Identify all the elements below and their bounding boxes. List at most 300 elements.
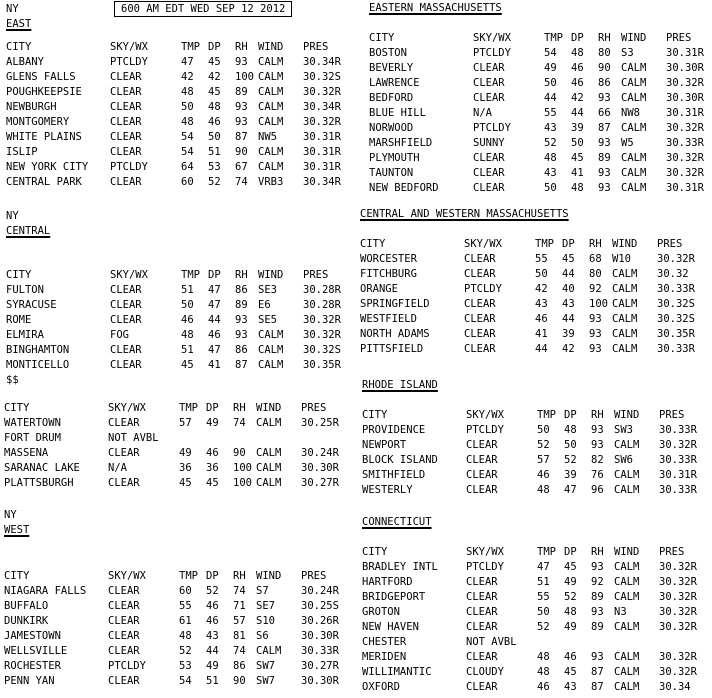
cell-sky-wx: CLEAR: [108, 630, 140, 642]
cell-dp: 49: [564, 621, 577, 633]
cell-dp: 50: [208, 131, 221, 143]
cell-tmp: 51: [537, 576, 550, 588]
cell-tmp: 48: [179, 630, 192, 642]
cell-tmp: 55: [537, 591, 550, 603]
header-sky-wx: SKY/WX: [466, 546, 504, 558]
cell-tmp: 48: [537, 651, 550, 663]
cell-tmp: 48: [544, 152, 557, 164]
cell-rh: 93: [598, 137, 611, 149]
cell-sky-wx: CLEAR: [108, 585, 140, 597]
cell-rh: 68: [589, 253, 602, 265]
cell-wind: CALM: [258, 71, 284, 83]
cell-wind: CALM: [258, 101, 284, 113]
header-pres: PRES: [303, 41, 329, 53]
cell-rh: 93: [598, 182, 611, 194]
header-dp: DP: [208, 41, 221, 53]
cell-city: ISLIP: [6, 146, 38, 158]
cell-wind: CALM: [612, 343, 638, 355]
section-title-eastern-mass: EASTERN MASSACHUSETTS: [369, 2, 502, 14]
cell-dp: 43: [564, 681, 577, 693]
cell-pres: 30.32R: [666, 122, 704, 134]
cell-sky-wx: CLEAR: [466, 651, 498, 663]
cell-city: SPRINGFIELD: [360, 298, 430, 310]
cell-sky-wx: CLEAR: [473, 92, 505, 104]
header-sky-wx: SKY/WX: [466, 409, 504, 421]
cell-tmp: 54: [544, 47, 557, 59]
cell-rh: 100: [233, 462, 252, 474]
header-wind: WIND: [256, 402, 282, 414]
cell-wind: SW7: [256, 660, 275, 672]
cell-pres: 30.25R: [301, 417, 339, 429]
cell-sky-wx: CLEAR: [466, 576, 498, 588]
cell-wind: CALM: [614, 576, 640, 588]
cell-sky-wx: CLEAR: [464, 268, 496, 280]
header-rh: RH: [233, 402, 246, 414]
cell-sky-wx: CLEAR: [110, 116, 142, 128]
cell-dp: 53: [208, 161, 221, 173]
cell-wind: SE7: [256, 600, 275, 612]
cell-city: SYRACUSE: [6, 299, 57, 311]
header-wind: WIND: [614, 546, 640, 558]
cell-tmp: 36: [179, 462, 192, 474]
cell-rh: 93: [235, 329, 248, 341]
cell-wind: CALM: [258, 86, 284, 98]
cell-rh: 96: [591, 484, 604, 496]
cell-wind: CALM: [621, 77, 647, 89]
cell-sky-wx: CLEAR: [110, 314, 142, 326]
cell-wind: W10: [612, 253, 631, 265]
cell-city: NEW BEDFORD: [369, 182, 439, 194]
cell-wind: CALM: [258, 329, 284, 341]
header-city: CITY: [6, 269, 32, 281]
cell-sky-wx: CLEAR: [473, 152, 505, 164]
cell-rh: 82: [591, 454, 604, 466]
cell-pres: 30.27R: [301, 660, 339, 672]
cell-rh: 93: [591, 651, 604, 663]
cell-pres: 30.33R: [659, 424, 697, 436]
cell-rh: 93: [591, 439, 604, 451]
header-dp: DP: [206, 570, 219, 582]
header-city: CITY: [4, 402, 30, 414]
cell-pres: 30.32R: [659, 606, 697, 618]
cell-wind: CALM: [621, 167, 647, 179]
header-wind: WIND: [258, 269, 284, 281]
cell-sky-wx: CLOUDY: [466, 666, 504, 678]
cell-rh: 86: [598, 77, 611, 89]
cell-rh: 90: [598, 62, 611, 74]
cell-tmp: 54: [179, 675, 192, 687]
cell-tmp: 46: [537, 681, 550, 693]
cell-rh: 92: [591, 576, 604, 588]
cell-sky-wx: CLEAR: [110, 131, 142, 143]
cell-tmp: 64: [181, 161, 194, 173]
cell-sky-wx: CLEAR: [110, 71, 142, 83]
cell-pres: 30.32R: [659, 666, 697, 678]
cell-sky-wx: NOT AVBL: [108, 432, 159, 444]
cell-dp: 48: [571, 47, 584, 59]
cell-city: GLENS FALLS: [6, 71, 76, 83]
cell-tmp: 50: [181, 299, 194, 311]
cell-dp: 44: [571, 107, 584, 119]
header-rh: RH: [598, 32, 611, 44]
cell-wind: SW7: [256, 675, 275, 687]
cell-wind: SW6: [614, 454, 633, 466]
cell-city: PLATTSBURGH: [4, 477, 74, 489]
cell-sky-wx: SUNNY: [473, 137, 505, 149]
cell-sky-wx: CLEAR: [473, 167, 505, 179]
cell-tmp: 47: [537, 561, 550, 573]
cell-wind: S3: [621, 47, 634, 59]
cell-rh: 93: [598, 167, 611, 179]
header-tmp: TMP: [537, 546, 556, 558]
cell-pres: 30.31R: [303, 146, 341, 158]
cell-city: FULTON: [6, 284, 44, 296]
header-sky-wx: SKY/WX: [108, 402, 146, 414]
cell-sky-wx: CLEAR: [466, 621, 498, 633]
cell-wind: CALM: [612, 268, 638, 280]
cell-pres: 30.32R: [303, 314, 341, 326]
cell-sky-wx: PTCLDY: [473, 122, 511, 134]
cell-pres: 30.32R: [659, 621, 697, 633]
cell-dp: 46: [571, 77, 584, 89]
cell-tmp: 53: [179, 660, 192, 672]
end-mark-text: $$: [6, 374, 19, 386]
cell-wind: CALM: [612, 283, 638, 295]
cell-tmp: 44: [544, 92, 557, 104]
cell-rh: 93: [235, 101, 248, 113]
cell-sky-wx: CLEAR: [108, 447, 140, 459]
cell-tmp: 46: [535, 313, 548, 325]
cell-dp: 47: [208, 344, 221, 356]
cell-dp: 49: [564, 576, 577, 588]
cell-pres: 30.33R: [657, 283, 695, 295]
cell-rh: 86: [233, 660, 246, 672]
cell-wind: CALM: [621, 182, 647, 194]
cell-rh: 89: [235, 86, 248, 98]
cell-dp: 45: [208, 56, 221, 68]
cell-rh: 74: [235, 176, 248, 188]
cell-tmp: 49: [544, 62, 557, 74]
cell-dp: 41: [571, 167, 584, 179]
cell-tmp: 45: [181, 359, 194, 371]
cell-dp: 43: [206, 630, 219, 642]
cell-pres: 30.34: [659, 681, 691, 693]
cell-city: BRIDGEPORT: [362, 591, 426, 603]
cell-city: ELMIRA: [6, 329, 44, 341]
cell-dp: 39: [562, 328, 575, 340]
state-label: NY: [4, 509, 17, 521]
cell-rh: 93: [591, 606, 604, 618]
cell-rh: 57: [233, 615, 246, 627]
cell-pres: 30.32R: [659, 561, 697, 573]
cell-rh: 89: [591, 621, 604, 633]
cell-city: ROME: [6, 314, 32, 326]
cell-pres: 30.32R: [659, 439, 697, 451]
cell-pres: 30.31R: [666, 182, 704, 194]
cell-city: OXFORD: [362, 681, 400, 693]
cell-rh: 86: [235, 344, 248, 356]
cell-rh: 92: [589, 283, 602, 295]
cell-sky-wx: PTCLDY: [466, 561, 504, 573]
cell-city: BRADLEY INTL: [362, 561, 438, 573]
cell-tmp: 52: [537, 439, 550, 451]
cell-tmp: 43: [544, 167, 557, 179]
section-title-connecticut: CONNECTICUT: [362, 516, 432, 528]
cell-pres: 30.33R: [666, 137, 704, 149]
cell-city: WESTERLY: [362, 484, 413, 496]
cell-pres: 30.24R: [301, 585, 339, 597]
cell-wind: CALM: [614, 681, 640, 693]
cell-rh: 100: [235, 71, 254, 83]
header-tmp: TMP: [181, 41, 200, 53]
cell-wind: CALM: [621, 62, 647, 74]
cell-tmp: 54: [181, 131, 194, 143]
cell-sky-wx: CLEAR: [108, 645, 140, 657]
cell-wind: NW8: [621, 107, 640, 119]
cell-city: NORWOOD: [369, 122, 414, 134]
cell-pres: 30.33R: [659, 454, 697, 466]
cell-rh: 81: [233, 630, 246, 642]
cell-pres: 30.30R: [301, 630, 339, 642]
cell-wind: CALM: [614, 666, 640, 678]
cell-wind: CALM: [614, 591, 640, 603]
cell-pres: 30.33R: [659, 484, 697, 496]
cell-city: BOSTON: [369, 47, 407, 59]
cell-tmp: 50: [544, 77, 557, 89]
cell-sky-wx: CLEAR: [464, 313, 496, 325]
cell-dp: 48: [564, 424, 577, 436]
cell-rh: 87: [591, 666, 604, 678]
header-rh: RH: [589, 238, 602, 250]
cell-wind: CALM: [614, 621, 640, 633]
cell-dp: 44: [562, 268, 575, 280]
header-sky-wx: SKY/WX: [464, 238, 502, 250]
cell-city: NEW YORK CITY: [6, 161, 89, 173]
cell-pres: 30.32R: [666, 152, 704, 164]
cell-tmp: 47: [181, 56, 194, 68]
state-label: NY: [6, 210, 19, 222]
cell-dp: 45: [564, 666, 577, 678]
cell-rh: 100: [589, 298, 608, 310]
cell-pres: 30.35R: [657, 328, 695, 340]
header-city: CITY: [362, 409, 388, 421]
cell-wind: CALM: [614, 469, 640, 481]
cell-rh: 87: [598, 122, 611, 134]
cell-city: MASSENA: [4, 447, 49, 459]
cell-sky-wx: N/A: [473, 107, 492, 119]
header-wind: WIND: [612, 238, 638, 250]
cell-tmp: 43: [535, 298, 548, 310]
cell-pres: 30.32R: [659, 651, 697, 663]
cell-dp: 52: [206, 585, 219, 597]
cell-sky-wx: CLEAR: [466, 454, 498, 466]
cell-pres: 30.28R: [303, 299, 341, 311]
cell-dp: 46: [564, 651, 577, 663]
cell-dp: 43: [562, 298, 575, 310]
cell-dp: 52: [564, 454, 577, 466]
header-rh: RH: [235, 41, 248, 53]
cell-wind: CALM: [614, 651, 640, 663]
section-title-central: CENTRAL: [6, 225, 51, 237]
cell-wind: CALM: [256, 645, 282, 657]
cell-city: FORT DRUM: [4, 432, 61, 444]
cell-dp: 48: [564, 606, 577, 618]
header-rh: RH: [235, 269, 248, 281]
cell-sky-wx: CLEAR: [108, 615, 140, 627]
cell-tmp: 50: [537, 606, 550, 618]
cell-city: PITTSFIELD: [360, 343, 424, 355]
cell-wind: CALM: [614, 439, 640, 451]
cell-pres: 30.30R: [301, 462, 339, 474]
report-timestamp: 600 AM EDT WED SEP 12 2012: [114, 1, 292, 17]
cell-dp: 39: [564, 469, 577, 481]
cell-tmp: 49: [179, 447, 192, 459]
cell-pres: 30.34R: [303, 56, 341, 68]
header-pres: PRES: [659, 409, 685, 421]
cell-dp: 52: [564, 591, 577, 603]
cell-wind: CALM: [258, 359, 284, 371]
cell-rh: 86: [235, 284, 248, 296]
cell-tmp: 57: [537, 454, 550, 466]
header-dp: DP: [564, 409, 577, 421]
cell-city: LAWRENCE: [369, 77, 420, 89]
cell-city: SMITHFIELD: [362, 469, 426, 481]
cell-city: NIAGARA FALLS: [4, 585, 87, 597]
cell-rh: 89: [598, 152, 611, 164]
cell-pres: 30.32S: [657, 298, 695, 310]
cell-sky-wx: N/A: [108, 462, 127, 474]
header-city: CITY: [4, 570, 30, 582]
header-wind: WIND: [258, 41, 284, 53]
cell-city: SARANAC LAKE: [4, 462, 80, 474]
cell-sky-wx: CLEAR: [464, 343, 496, 355]
cell-rh: 87: [591, 681, 604, 693]
cell-city: PENN YAN: [4, 675, 55, 687]
cell-tmp: 61: [179, 615, 192, 627]
cell-sky-wx: CLEAR: [110, 86, 142, 98]
cell-pres: 30.32S: [303, 344, 341, 356]
cell-rh: 80: [598, 47, 611, 59]
cell-dp: 46: [208, 329, 221, 341]
cell-city: WESTFIELD: [360, 313, 417, 325]
cell-city: ORANGE: [360, 283, 398, 295]
cell-tmp: 51: [181, 344, 194, 356]
cell-pres: 30.32: [657, 268, 689, 280]
cell-rh: 66: [598, 107, 611, 119]
cell-dp: 42: [208, 71, 221, 83]
cell-city: NEWBURGH: [6, 101, 57, 113]
cell-dp: 49: [206, 417, 219, 429]
cell-city: BLUE HILL: [369, 107, 426, 119]
cell-sky-wx: CLEAR: [110, 146, 142, 158]
cell-tmp: 57: [179, 417, 192, 429]
cell-wind: CALM: [612, 298, 638, 310]
cell-pres: 30.32R: [666, 77, 704, 89]
cell-tmp: 45: [179, 477, 192, 489]
cell-dp: 36: [206, 462, 219, 474]
header-dp: DP: [562, 238, 575, 250]
header-sky-wx: SKY/WX: [473, 32, 511, 44]
cell-sky-wx: CLEAR: [464, 298, 496, 310]
cell-rh: 100: [233, 477, 252, 489]
cell-rh: 67: [235, 161, 248, 173]
cell-city: FITCHBURG: [360, 268, 417, 280]
cell-city: HARTFORD: [362, 576, 413, 588]
cell-city: PROVIDENCE: [362, 424, 426, 436]
cell-pres: 30.31R: [659, 469, 697, 481]
cell-wind: CALM: [258, 344, 284, 356]
cell-tmp: 46: [537, 469, 550, 481]
cell-city: DUNKIRK: [4, 615, 49, 627]
cell-rh: 93: [589, 328, 602, 340]
cell-wind: CALM: [258, 146, 284, 158]
cell-dp: 45: [208, 86, 221, 98]
cell-dp: 48: [208, 101, 221, 113]
cell-tmp: 50: [181, 101, 194, 113]
header-wind: WIND: [614, 409, 640, 421]
cell-city: MONTICELLO: [6, 359, 70, 371]
cell-wind: CALM: [258, 56, 284, 68]
cell-rh: 89: [235, 299, 248, 311]
cell-rh: 93: [591, 561, 604, 573]
cell-pres: 30.30R: [666, 92, 704, 104]
header-sky-wx: SKY/WX: [110, 41, 148, 53]
cell-pres: 30.32R: [659, 591, 697, 603]
header-city: CITY: [362, 546, 388, 558]
cell-dp: 51: [208, 146, 221, 158]
cell-tmp: 51: [181, 284, 194, 296]
cell-sky-wx: PTCLDY: [464, 283, 502, 295]
cell-city: NEW HAVEN: [362, 621, 419, 633]
cell-tmp: 46: [181, 314, 194, 326]
cell-wind: CALM: [614, 561, 640, 573]
cell-tmp: 50: [535, 268, 548, 280]
cell-tmp: 42: [535, 283, 548, 295]
cell-tmp: 55: [179, 600, 192, 612]
cell-pres: 30.31R: [666, 47, 704, 59]
header-tmp: TMP: [179, 402, 198, 414]
cell-dp: 42: [571, 92, 584, 104]
cell-pres: 30.27R: [301, 477, 339, 489]
cell-wind: SW3: [614, 424, 633, 436]
cell-dp: 50: [564, 439, 577, 451]
cell-tmp: 52: [179, 645, 192, 657]
section-title-west: WEST: [4, 524, 30, 536]
cell-tmp: 48: [181, 86, 194, 98]
cell-wind: CALM: [612, 328, 638, 340]
cell-dp: 40: [562, 283, 575, 295]
cell-pres: 30.32R: [303, 116, 341, 128]
cell-rh: 93: [589, 343, 602, 355]
cell-city: CENTRAL PARK: [6, 176, 82, 188]
cell-sky-wx: CLEAR: [473, 77, 505, 89]
cell-rh: 71: [233, 600, 246, 612]
cell-dp: 41: [208, 359, 221, 371]
cell-sky-wx: CLEAR: [110, 176, 142, 188]
cell-wind: NW5: [258, 131, 277, 143]
header-city: CITY: [6, 41, 32, 53]
cell-city: BLOCK ISLAND: [362, 454, 438, 466]
header-wind: WIND: [621, 32, 647, 44]
cell-tmp: 54: [181, 146, 194, 158]
cell-wind: CALM: [258, 116, 284, 128]
cell-sky-wx: CLEAR: [466, 484, 498, 496]
header-dp: DP: [571, 32, 584, 44]
cell-dp: 42: [562, 343, 575, 355]
cell-tmp: 50: [544, 182, 557, 194]
header-pres: PRES: [301, 402, 327, 414]
cell-city: POUGHKEEPSIE: [6, 86, 82, 98]
